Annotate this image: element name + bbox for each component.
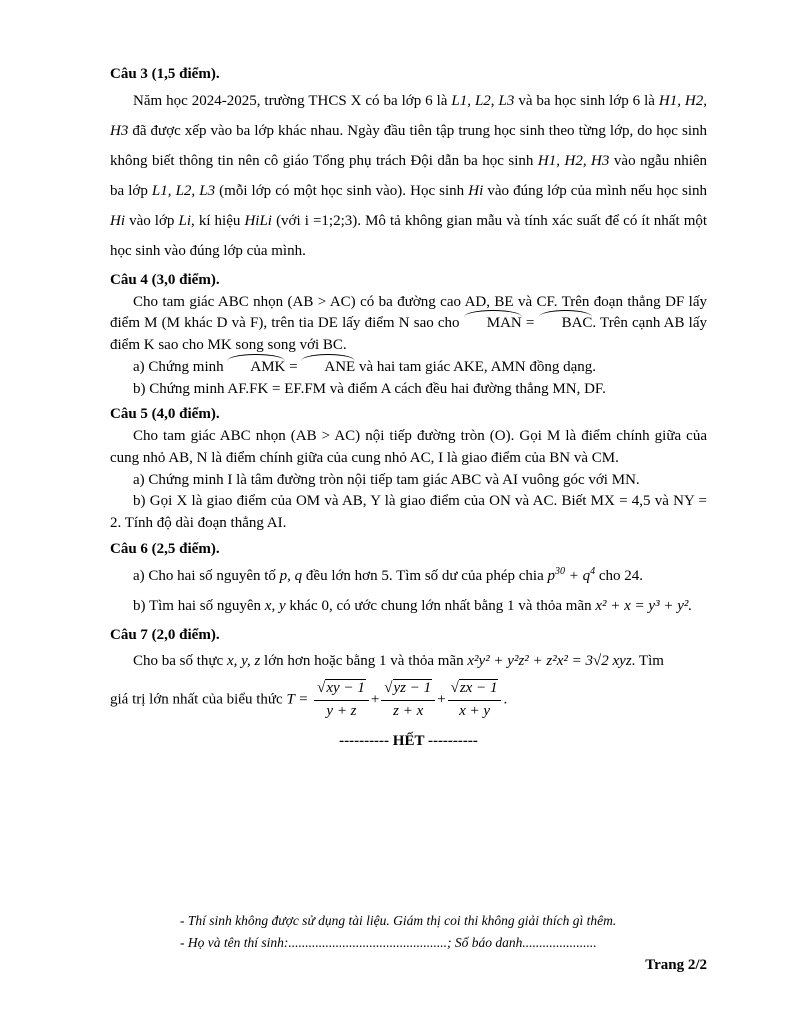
q4-part-b: b) Chứng minh AF.FK = EF.FM và điểm A cách đều hai đường thẳng MN, DF. [133,380,606,397]
q7-expression-line: giá trị lớn nhất của biểu thức T = $\frac{√xy - 1}{y + z}$ + $\frac{√yz - 1}{z + x}$ + $\frac{√zx - 1}{x + y}$ . [110,678,707,723]
q3-classes: L1, L2, L3 [451,92,515,109]
q6-expression: $p^{30} + q^4$ [547,565,596,584]
page-number: Trang 2/2 [645,957,707,973]
q4-heading: Câu 4 (3,0 điểm). [110,271,220,288]
q6-heading: Câu 6 (2,5 điểm). [110,540,220,557]
exam-page [110,60,707,768]
q6-part-a: a) Cho hai số nguyên tố p, q đều lớn hơn 5. Tìm số dư của phép chia $p^{30} + q^4$ cho 24. [133,565,644,584]
q7-condition: x²y² + y²z² + z²x² = 3√2 xyz [467,653,632,670]
fraction-2: $\frac{√yz - 1}{z + x}$ [381,678,435,723]
q5-heading: Câu 5 (4,0 điểm). [110,406,220,423]
q7-body: Cho ba số thực x, y, z lớn hơn hoặc bằng 1 và thỏa mãn x²y² + y²z² + z²x² = 3√2 xyz. Tìm [133,653,664,670]
q7-heading: Câu 7 (2,0 điểm). [110,626,220,643]
q5-body: Cho tam giác ABC nhọn (AB > AC) nội tiếp đường tròn (O). Gọi M là điểm chính giữa của cung nhỏ AB, N là điểm chính giữa của cung nhỏ AC, I là giao điểm của BN và CM. [110,428,707,466]
angle-amk: AMK [227,357,285,379]
angle-bac: BAC [539,313,593,335]
q3-students: H1, H2, H3 [110,92,708,139]
q6-equation: x² + x = y³ + y². [595,597,693,614]
end-mark: ---------- HẾT ---------- [339,732,478,749]
fraction-1: $\frac{√xy - 1}{y + z}$ [314,678,369,723]
q4-part-a: a) Chứng minh AMK = ANE và hai tam giác AKE, AMN đồng dạng. [110,357,707,379]
q5-part-a: a) Chứng minh I là tâm đường tròn nội tiếp tam giác ABC và AI vuông góc với MN. [133,471,640,488]
footer-notes [180,910,650,953]
angle-ane: ANE [301,357,355,379]
q3-heading: Câu 3 (1,5 điểm). [110,66,220,82]
q6-part-b: b) Tìm hai số nguyên x, y khác 0, có ước chung lớn nhất bằng 1 và thỏa mãn x² + x = y³ + y². [133,597,693,614]
q5-part-b: b) Gọi X là giao điểm của OM và AB, Y là giao điểm của ON và AC. Biết MX = 4,5 và NY = 2. Tính độ dài đoạn thẳng AI. [110,493,707,531]
q4-formula: AF.FK = EF.FM [227,380,326,397]
footer-note-2: - Họ và tên thí sinh:...............................................; Số báo danh...................... [180,934,597,950]
angle-man: MAN [464,313,522,335]
q3-body: Năm học 2024-2025, trường THCS X có ba lớp 6 là L1, L2, L3 và ba học sinh lớp 6 là H1, H2, H3 đã được xếp vào ba lớp khác nhau. Ngày đầu tiên tập trung học sinh theo từng lớp, do học sinh không biết thông tin nên cô giáo Tổng phụ trách Đội dẫn ba học sinh H1, H2, H3 vào ngẫu nhiên ba lớp L1, L2, L3 (mỗi lớp có một học sinh vào). Học sinh Hi vào đúng lớp của mình nếu học sinh Hi vào lớp Li, kí hiệu HiLi (với i =1;2;3). Mô tả không gian mẫu và tính xác suất để có ít nhất một học sinh vào đúng lớp của mình. [110,92,708,259]
footer-note-1: - Thí sinh không được sử dụng tài liệu. Giám thị coi thi không giải thích gì thêm. [180,913,617,928]
fraction-3: $\frac{√zx - 1}{x + y}$ [448,678,502,723]
q4-body: Cho tam giác ABC nhọn (AB > AC) có ba đường cao AD, BE và CF. Trên đoạn thẳng DF lấy điểm M (M khác D và F), trên tia DE lấy điểm N sao cho MAN = BAC. Trên cạnh AB lấy điểm K sao cho MK song song với BC. [110,293,708,353]
